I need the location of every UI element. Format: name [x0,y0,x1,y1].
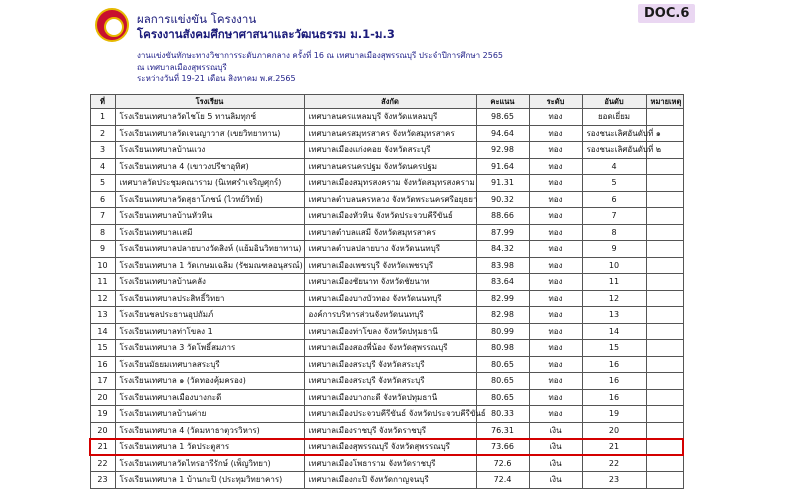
table-row [90,241,683,258]
col-header-score: คะแนน [476,95,529,109]
score-value: 84.32 [476,241,529,258]
event-info-line: ระหว่างวันที่ 19-21 เดือน สิงหาคม พ.ศ.2565 [137,74,296,83]
note-value [646,422,683,439]
rank-value: 6 [582,191,646,208]
row-number: 23 [90,472,115,489]
agency-name: เทศบาลเมืองประจวบคีรีขันธ์ จังหวัดประจวบคีรีขันธ์ [304,406,476,423]
rank-value: 11 [582,274,646,291]
table-row [90,389,683,406]
row-number: 19 [90,406,115,423]
doc-label: DOC.6 [638,4,695,23]
agency-name: เทศบาลเมืองสมุทรสงคราม จังหวัดสมุทรสงคราม [304,175,476,192]
table-row [90,307,683,324]
school-name: โรงเรียนเทศบาลวัดเจนญาวาส (เขยวิทยาทาน) [115,125,304,142]
page-title: ผลการแข่งขัน โครงงาน [137,12,257,26]
school-name: โรงเรียนเทศบาลวัดไทรอารีรักษ์ (เพ็ญวิทยา) [115,455,304,472]
note-value [646,455,683,472]
score-value: 92.98 [476,142,529,159]
rank-value: 19 [582,406,646,423]
level-value: ทอง [529,323,582,340]
level-value: ทอง [529,406,582,423]
row-number: 11 [90,274,115,291]
level-value: ทอง [529,142,582,159]
school-name: โรงเรียนเทศบาล 4 (เขาวงปรีชาอุทิศ) [115,158,304,175]
agency-name: เทศบาลเมืองสุพรรณบุรี จังหวัดสุพรรณบุรี [304,439,476,456]
table-row [90,323,683,340]
level-value: ทอง [529,307,582,324]
level-value: เงิน [529,455,582,472]
row-number: 2 [90,125,115,142]
agency-name: เทศบาลเมืองโพธาราม จังหวัดราชบุรี [304,455,476,472]
note-value [646,406,683,423]
table-row [90,455,683,472]
table-row [90,175,683,192]
rank-value: 10 [582,257,646,274]
score-value: 83.98 [476,257,529,274]
score-value: 88.66 [476,208,529,225]
event-info [137,50,503,85]
row-number: 7 [90,208,115,225]
score-value: 80.98 [476,340,529,357]
level-value: ทอง [529,373,582,390]
agency-name: เทศบาลนครแหลมบุรี จังหวัดแหลมบุรี [304,109,476,126]
row-number: 9 [90,241,115,258]
agency-name: เทศบาลตำบลแสมี จังหวัดสมุทรสาคร [304,224,476,241]
agency-name: เทศบาลเมืองบางบัวทอง จังหวัดนนทบุรี [304,290,476,307]
rank-value: 16 [582,373,646,390]
row-number: 4 [90,158,115,175]
score-value: 87.99 [476,224,529,241]
level-value: ทอง [529,125,582,142]
event-info-line: งานแข่งขันทักษะทางวิชาการระดับภาคกลาง ครั้งที่ 16 ณ เทศบาลเมืองสุพรรณบุรี ประจำปีการศึกษา 2565 [137,51,503,60]
col-header-rank: อันดับ [582,95,646,109]
col-header-school: โรงเรียน [115,95,304,109]
level-value: เงิน [529,439,582,456]
note-value [646,241,683,258]
col-header-note: หมายเหตุ [646,95,683,109]
row-number: 20 [90,389,115,406]
row-number: 22 [90,455,115,472]
agency-name: เทศบาลตำบลปลายบาง จังหวัดนนทบุรี [304,241,476,258]
rank-value: ยอดเยี่ยม [582,109,646,126]
level-value: ทอง [529,257,582,274]
school-name: โรงเรียนเทศบาลเมืองบางกะดี [115,389,304,406]
row-number: 21 [90,439,115,456]
level-value: ทอง [529,109,582,126]
rank-value: 7 [582,208,646,225]
note-value [646,191,683,208]
row-number: 8 [90,224,115,241]
level-value: ทอง [529,241,582,258]
col-header-no: ที่ [90,95,115,109]
table-row [90,290,683,307]
note-value [646,109,683,126]
level-value: ทอง [529,224,582,241]
rank-value: รองชนะเลิศอันดับที่ ๒ [582,142,646,159]
note-value [646,290,683,307]
table-row [90,125,683,142]
school-name: เทศบาลวัดประชุมคณาราม (นิเทศรำเจริญศุกร์) [115,175,304,192]
event-info-line: ณ เทศบาลเมืองสุพรรณบุรี [137,62,227,72]
school-name: โรงเรียนเทศบาลประสิทธิ์วิทยา [115,290,304,307]
level-value: เงิน [529,472,582,489]
score-value: 80.65 [476,389,529,406]
agency-name: เทศบาลนครสมุทรสาคร จังหวัดสมุทรสาคร [304,125,476,142]
rank-value: 23 [582,472,646,489]
agency-name: เทศบาลเมืองหัวหิน จังหวัดประจวบคีรีขันธ์ [304,208,476,225]
table-header-row [90,95,683,109]
score-value: 82.98 [476,307,529,324]
table-row [90,373,683,390]
note-value [646,274,683,291]
table-row [90,422,683,439]
score-value: 90.32 [476,191,529,208]
score-value: 72.6 [476,455,529,472]
level-value: ทอง [529,356,582,373]
level-value: ทอง [529,340,582,357]
col-header-level: ระดับ [529,95,582,109]
table-row [90,472,683,489]
note-value [646,439,683,456]
school-name: โรงเรียนเทศบาลเเสมี [115,224,304,241]
table-row [90,257,683,274]
row-number: 10 [90,257,115,274]
school-name: โรงเรียนเทศบาล 1 วัดเกษมเฉลิม (รัชมณฑลอนุสรณ์) [115,257,304,274]
note-value [646,257,683,274]
school-name: โรงเรียนเทศบาล 3 วัดโพธิ์สมภาร [115,340,304,357]
school-name: โรงเรียนเทศบาลบ้านคลัง [115,274,304,291]
agency-name: เทศบาลเมืองเพชรบุรี จังหวัดเพชรบุรี [304,257,476,274]
agency-name: เทศบาลเมืองกะปิ จังหวัดกาญจนบุรี [304,472,476,489]
row-number: 20 [90,422,115,439]
note-value [646,356,683,373]
school-name: โรงเรียนเทศบาลบ้านแวง [115,142,304,159]
level-value: ทอง [529,175,582,192]
note-value [646,224,683,241]
score-value: 73.66 [476,439,529,456]
school-name: โรงเรียนมัธยมเทศบาลสระบุรี [115,356,304,373]
rank-value: รองชนะเลิศอันดับที่ ๑ [582,125,646,142]
rank-value: 4 [582,158,646,175]
rank-value: 9 [582,241,646,258]
school-name: โรงเรียนเทศบาล ๑ (วัดทองคุ้มครอง) [115,373,304,390]
level-value: ทอง [529,191,582,208]
school-name: โรงเรียนเทศบาลปลายบางวัดสิงห์ (แย้มอินวิทยาทาน) [115,241,304,258]
row-number: 15 [90,340,115,357]
school-name: โรงเรียนเทศบาลบ้านค่าย [115,406,304,423]
table-row [90,274,683,291]
school-name: โรงเรียนเทศบาล 1 วัดประตูสาร [115,439,304,456]
score-value: 83.64 [476,274,529,291]
agency-name: เทศบาลตำบลนครหลวง จังหวัดพระนครศรีอยุธยา [304,191,476,208]
row-number: 6 [90,191,115,208]
agency-name: เทศบาลเมืองบางกะดี จังหวัดปทุมธานี [304,389,476,406]
note-value [646,307,683,324]
rank-value: 14 [582,323,646,340]
school-name: โรงเรียนเทศบาล 1 บ้านกะปิ (ประทุมวิทยาคาร) [115,472,304,489]
table-row [90,356,683,373]
page-subtitle: โครงงานสังคมศึกษาศาสนาและวัฒนธรรม ม.1-ม.3 [137,27,395,41]
agency-name: เทศบาลนครนครปฐม จังหวัดนครปฐม [304,158,476,175]
table-row [90,439,683,456]
row-number: 17 [90,373,115,390]
row-number: 16 [90,356,115,373]
row-number: 13 [90,307,115,324]
emblem-logo-icon [95,8,129,42]
level-value: ทอง [529,158,582,175]
level-value: ทอง [529,290,582,307]
school-name: โรงเรียนเทศบาล 4 (วัดมหาธาตุวรวิหาร) [115,422,304,439]
note-value [646,175,683,192]
table-row [90,406,683,423]
school-name: โรงเรียนเทศบาลบ้านหัวหิน [115,208,304,225]
note-value [646,373,683,390]
row-number: 14 [90,323,115,340]
agency-name: เทศบาลเมืองสระบุรี จังหวัดสระบุรี [304,373,476,390]
row-number: 5 [90,175,115,192]
row-number: 12 [90,290,115,307]
level-value: ทอง [529,274,582,291]
score-value: 94.64 [476,125,529,142]
score-value: 72.4 [476,472,529,489]
row-number: 3 [90,142,115,159]
score-value: 98.65 [476,109,529,126]
table-row [90,340,683,357]
score-value: 80.65 [476,356,529,373]
note-value [646,340,683,357]
rank-value: 13 [582,307,646,324]
row-number: 1 [90,109,115,126]
score-value: 82.99 [476,290,529,307]
rank-value: 16 [582,356,646,373]
level-value: ทอง [529,208,582,225]
score-value: 80.33 [476,406,529,423]
note-value [646,389,683,406]
table-row [90,224,683,241]
col-header-agency: สังกัด [304,95,476,109]
level-value: เงิน [529,422,582,439]
table-row [90,142,683,159]
school-name: โรงเรียนชลประธานอุปถัมภ์ [115,307,304,324]
agency-name: เทศบาลเมืองสองพี่น้อง จังหวัดสุพรรณบุรี [304,340,476,357]
rank-value: 15 [582,340,646,357]
note-value [646,472,683,489]
agency-name: เทศบาลเมืองแก่งคอย จังหวัดสระบุรี [304,142,476,159]
school-name: โรงเรียนเทศบาลวัดสุธาโภชน์ (ไวทย์วิทย์) [115,191,304,208]
school-name: โรงเรียนเทศบาลวัดไชโย 5 ทานลิมทุกซ์ [115,109,304,126]
rank-value: 20 [582,422,646,439]
agency-name: เทศบาลเมืองราชบุรี จังหวัดราชบุรี [304,422,476,439]
score-value: 76.31 [476,422,529,439]
score-value: 80.99 [476,323,529,340]
note-value [646,158,683,175]
results-table [89,94,684,489]
table-row [90,208,683,225]
school-name: โรงเรียนเทศบาลท่าโขลง 1 [115,323,304,340]
note-value [646,323,683,340]
agency-name: เทศบาลเมืองชัยนาท จังหวัดชัยนาท [304,274,476,291]
score-value: 80.65 [476,373,529,390]
rank-value: 16 [582,389,646,406]
level-value: ทอง [529,389,582,406]
score-value: 91.64 [476,158,529,175]
table-row [90,109,683,126]
agency-name: เทศบาลเมืองสระบุรี จังหวัดสระบุรี [304,356,476,373]
agency-name: องค์การบริหารส่วนจังหวัดนนทบุรี [304,307,476,324]
rank-value: 12 [582,290,646,307]
rank-value: 21 [582,439,646,456]
table-row [90,191,683,208]
rank-value: 8 [582,224,646,241]
rank-value: 5 [582,175,646,192]
rank-value: 22 [582,455,646,472]
note-value [646,208,683,225]
agency-name: เทศบาลเมืองท่าโขลง จังหวัดปทุมธานี [304,323,476,340]
score-value: 91.31 [476,175,529,192]
table-row [90,158,683,175]
